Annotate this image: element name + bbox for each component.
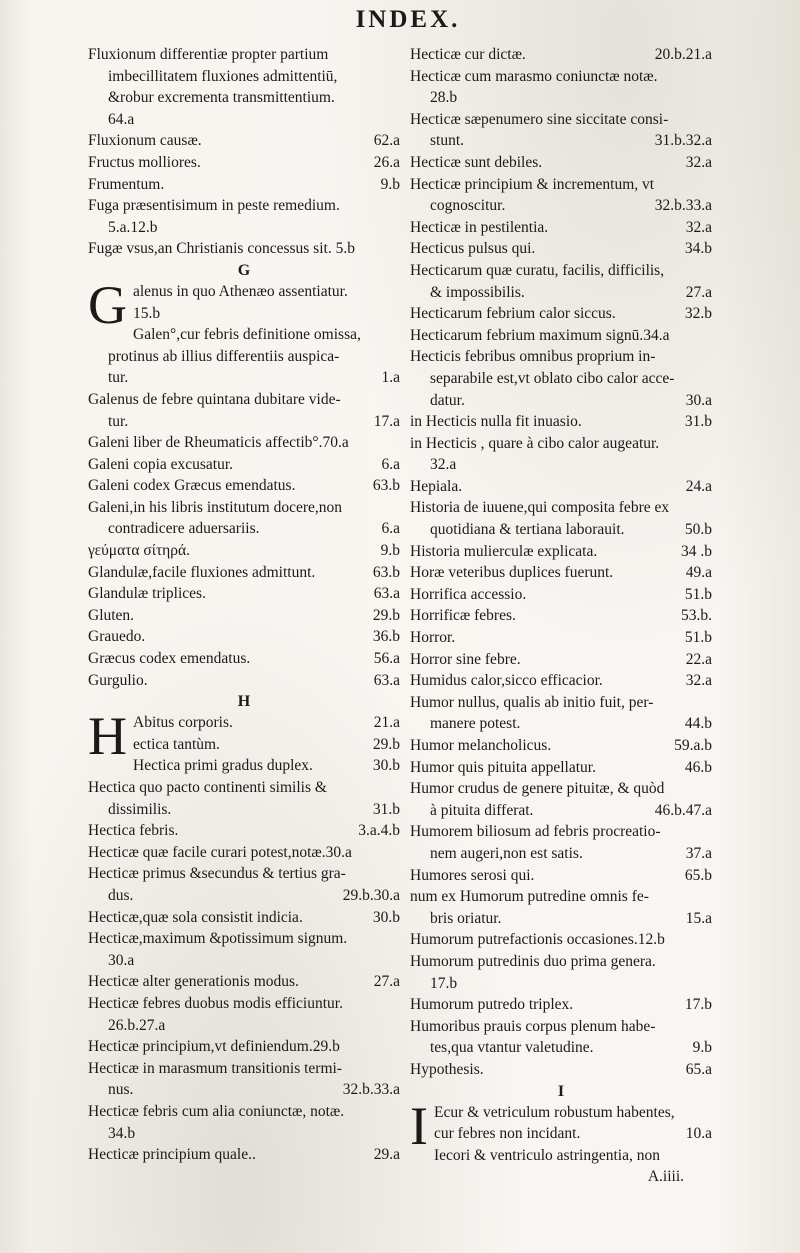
page-reference: 37.a xyxy=(685,844,712,862)
index-entry xyxy=(410,541,712,563)
entry-line: à pituita differat. xyxy=(430,801,534,819)
index-entry xyxy=(410,670,712,692)
entry-line: Hecticæ in pestilentia. xyxy=(410,218,549,236)
entry-line: Hectica primi gradus duplex. xyxy=(133,757,313,775)
index-entry xyxy=(88,130,400,152)
index-entry xyxy=(410,886,712,929)
entry-line: Fuga præsentisimum in peste remedium. xyxy=(88,197,340,215)
entry-line: Horrifica accessio. xyxy=(410,585,527,603)
entry-line: cognoscitur. xyxy=(430,197,506,215)
index-entry xyxy=(88,432,400,454)
index-entry xyxy=(410,562,712,584)
page-reference: 36.b xyxy=(372,628,400,646)
entry-line-row xyxy=(410,1123,712,1145)
index-entry xyxy=(410,497,712,540)
index-entry xyxy=(88,497,400,540)
index-entry xyxy=(88,174,400,196)
entry-line: imbecillitatem fluxiones admittentiū, xyxy=(108,67,338,85)
entry-line: Hepiala. xyxy=(410,477,463,495)
entry-line: & impossibilis. xyxy=(430,283,525,301)
index-entry xyxy=(88,540,400,562)
index-entry xyxy=(410,929,712,951)
page-reference: 21.a xyxy=(373,714,400,732)
index-entry xyxy=(410,692,712,735)
entry-line: separabile est,vt oblato cibo calor acce- xyxy=(430,369,675,387)
entry-line: Humor melancholicus. xyxy=(410,737,552,754)
index-entry xyxy=(88,820,400,842)
page-reference: 22.a xyxy=(685,650,712,668)
index-entry xyxy=(410,238,712,260)
entry-line: 15.b xyxy=(133,304,161,322)
page-reference: 9.b xyxy=(692,1039,712,1057)
index-entry xyxy=(410,476,712,498)
page-reference: 32.b.33.a xyxy=(342,1081,400,1099)
entry-line: Galenus de febre quintana dubitare vide- xyxy=(88,390,341,408)
entry-line: tes,qua vtantur valetudine. xyxy=(430,1039,594,1057)
page-reference: 32.b xyxy=(684,305,712,323)
entry-line: Hecticarum febrium calor siccus. xyxy=(410,305,616,323)
entry-line: 28.b xyxy=(430,89,458,107)
entry-line: 64.a xyxy=(108,110,135,128)
index-entry xyxy=(88,238,400,260)
entry-line: Frumentum. xyxy=(88,175,165,193)
entry-line: Ecur & vetriculum robustum habentes, xyxy=(433,1103,675,1121)
entry-line: Horæ veteribus duplices fuerunt. xyxy=(410,564,614,582)
entry-line: Humor nullus, qualis ab initio fuit, per- xyxy=(410,693,654,711)
page-reference: 15.a xyxy=(685,909,712,927)
entry-line: 34.b xyxy=(108,1124,136,1142)
index-entry xyxy=(88,993,400,1036)
index-entry xyxy=(88,1058,400,1101)
page-reference: 34.b xyxy=(684,240,712,258)
entry-line: 26.b.27.a xyxy=(108,1016,166,1034)
entry-line: dus. xyxy=(108,886,134,904)
index-entry xyxy=(88,389,400,432)
entry-line: contradicere aduersariis. xyxy=(108,520,260,538)
entry-line: γεύματα σίτηρά. xyxy=(88,542,191,560)
entry-line: tur. xyxy=(108,412,129,430)
entry-line: Fructus molliores. xyxy=(88,153,201,171)
entry-line: Humorum putredinis duo prima genera. xyxy=(410,952,656,970)
index-entry xyxy=(88,475,400,497)
entry-line: nus. xyxy=(108,1081,134,1099)
entry-line-row xyxy=(88,734,400,756)
entry-line: Humorum putredo triplex. xyxy=(410,996,574,1014)
index-entry xyxy=(88,706,400,777)
entry-line: Humorum putrefactionis occasiones.12.b xyxy=(410,931,665,949)
entry-line: Hecticæ quæ facile curari potest,notæ.30.a xyxy=(88,843,352,861)
entry-line: tur. xyxy=(108,369,129,387)
entry-line: Horrificæ febres. xyxy=(410,607,516,625)
page-header: INDEX. xyxy=(355,6,461,33)
drop-capital: I xyxy=(410,1095,428,1156)
index-entry xyxy=(88,626,400,648)
entry-line: Humidus calor,sicco efficacior. xyxy=(410,672,603,690)
index-entry xyxy=(410,994,712,1016)
page-reference: 31.b xyxy=(684,413,712,431)
page-reference: 63.b xyxy=(372,477,400,495)
index-entry xyxy=(410,433,712,476)
section-letter: H xyxy=(237,693,251,711)
entry-line: quotidiana & tertiana laborauit. xyxy=(430,521,625,539)
index-entry xyxy=(410,735,712,757)
index-entry xyxy=(410,411,712,433)
index-entry xyxy=(410,584,712,606)
entry-line: Glandulæ,facile fluxiones admittunt. xyxy=(88,563,316,581)
entry-line: 17.b xyxy=(430,974,458,992)
index-entry xyxy=(410,821,712,864)
entry-line: Fluxionum causæ. xyxy=(88,132,202,150)
entry-line: Gurgulio. xyxy=(88,671,148,689)
entry-line: Hypothesis. xyxy=(410,1060,484,1078)
entry-line-row xyxy=(88,755,400,777)
entry-line: Hecticæ cur dictæ. xyxy=(410,46,526,63)
index-entry xyxy=(88,1101,400,1144)
index-entry xyxy=(88,1144,400,1166)
page-reference: 65.b xyxy=(684,866,712,884)
drop-capital: H xyxy=(88,706,127,767)
index-entry xyxy=(88,907,400,929)
entry-line: 5.a.12.b xyxy=(108,218,158,236)
entry-line: datur. xyxy=(430,391,465,409)
index-entry xyxy=(88,152,400,174)
index-entry xyxy=(410,951,712,994)
entry-line: in Hecticis nulla fit inuasio. xyxy=(410,413,582,431)
index-entry xyxy=(88,842,400,864)
entry-line: Fluxionum differentiæ propter partium xyxy=(88,46,329,63)
section-letter: G xyxy=(237,261,251,279)
page-reference: 62.a xyxy=(373,132,400,150)
page-reference: 17.b xyxy=(684,996,712,1014)
entry-line: Galeni liber de Rheumaticis affectib°.70.a xyxy=(88,434,349,452)
index-entry xyxy=(88,777,400,820)
page-reference: 3.a.4.b xyxy=(358,822,400,840)
page-reference: 32.a xyxy=(685,218,712,236)
entry-line: alenus in quo Athenæo assentiatur. xyxy=(133,282,348,300)
page-reference: 51.b xyxy=(684,629,712,647)
entry-line: nem augeri,non est satis. xyxy=(430,844,583,862)
page-reference: 26.a xyxy=(373,153,400,171)
page-reference: 6.a xyxy=(381,520,400,538)
index-entry xyxy=(88,44,400,130)
entry-line: Hecticæ alter generationis modus. xyxy=(88,973,299,991)
index-entry xyxy=(410,865,712,887)
page-reference: 9.b xyxy=(380,175,400,193)
entry-line: Glandulæ triplices. xyxy=(88,585,206,603)
page-reference: 29.b xyxy=(372,606,400,624)
index-entry xyxy=(88,1036,400,1058)
index-entry xyxy=(410,217,712,239)
page-reference: 1.a xyxy=(381,369,400,387)
entry-line: in Hecticis , quare à cibo calor augeatur. xyxy=(410,434,660,452)
index-entry xyxy=(410,346,712,411)
index-entry xyxy=(88,928,400,971)
entry-line: Hecticæ,maximum &potissimum signum. xyxy=(88,930,348,948)
entry-line: 32.a xyxy=(430,456,457,474)
page-reference: 24.a xyxy=(685,477,712,495)
entry-line: Humorem biliosum ad febris procreatio- xyxy=(410,823,661,841)
entry-line: Historia de iuuene,qui composita febre ex xyxy=(410,499,670,517)
index-entry xyxy=(410,66,712,109)
entry-line: Hecticarum febrium maximum signū.34.a xyxy=(410,326,670,344)
page-reference: 49.a xyxy=(685,564,712,582)
entry-line: Gluten. xyxy=(88,606,135,624)
entry-line: manere potest. xyxy=(430,715,521,733)
index-column-right xyxy=(410,44,712,1188)
entry-line: Humoribus prauis corpus plenum habe- xyxy=(410,1017,656,1035)
index-entry xyxy=(88,605,400,627)
entry-line: Galeni copia excusatur. xyxy=(88,455,234,473)
page-reference: 29.b.30.a xyxy=(342,886,400,904)
index-entry xyxy=(410,627,712,649)
entry-line: 30.a xyxy=(108,951,135,969)
entry-line: Hecticæ primus &secundus & tertius gra- xyxy=(88,865,346,883)
page-reference: 63.a xyxy=(373,585,400,603)
entry-line: Historia mulierculæ explicata. xyxy=(410,542,598,560)
page-reference: 53.b. xyxy=(681,607,712,625)
entry-line: Galen°,cur febris definitione omissa, xyxy=(133,326,361,344)
page-reference: 59.a.b xyxy=(674,737,712,754)
page-reference: 27.a xyxy=(685,283,712,301)
entry-line: Hecticæ principium & incrementum, vt xyxy=(410,175,655,193)
entry-line: Humor quis pituita appellatur. xyxy=(410,758,596,776)
entry-line: Hectica febris. xyxy=(88,822,179,840)
index-entry xyxy=(410,109,712,152)
entry-line: bris oriatur. xyxy=(430,909,502,927)
entry-line: Hecticis febribus omnibus proprium in- xyxy=(410,348,656,366)
index-entry xyxy=(410,44,712,66)
entry-line: Hecticæ,quæ sola consistit indicia. xyxy=(88,908,303,926)
entry-line: Grauedo. xyxy=(88,628,146,646)
section-letter: I xyxy=(557,1082,565,1100)
entry-line: Horror. xyxy=(410,629,456,647)
index-entry xyxy=(88,863,400,906)
entry-line: Græcus codex emendatus. xyxy=(88,650,251,668)
index-entry xyxy=(410,649,712,671)
page-reference: 50.b xyxy=(684,521,712,539)
page-reference: 27.a xyxy=(373,973,400,991)
entry-line: Horror sine febre. xyxy=(410,650,521,668)
page-reference: 34 .b xyxy=(681,542,712,560)
page-reference: 20.b.21.a xyxy=(654,46,712,63)
entry-line: stunt. xyxy=(430,132,465,150)
page-reference: 30.a xyxy=(685,391,712,409)
page-reference: 6.a xyxy=(381,455,400,473)
page-reference: 9.b xyxy=(380,542,400,560)
entry-line: Hecticarum quæ curatu, facilis, difficilis, xyxy=(410,261,665,279)
entry-line: Hecticæ principium quale.. xyxy=(88,1146,256,1164)
entry-line: Humor crudus de genere pituitæ, & quòd xyxy=(410,780,665,798)
page-reference: 30.b xyxy=(372,757,400,775)
index-entry xyxy=(410,1059,712,1081)
index-entry xyxy=(88,195,400,238)
page-reference: 65.a xyxy=(685,1060,712,1078)
page-reference: 29.b xyxy=(372,735,400,753)
entry-line: Hecticæ cum marasmo coniunctæ notæ. xyxy=(410,67,658,85)
entry-line: Galeni,in his libris institutum docere,non xyxy=(88,498,342,516)
page-reference: 63.a xyxy=(373,671,400,689)
page-reference: 29.a xyxy=(373,1146,400,1164)
entry-line: Iecori & ventriculo astringentia, non xyxy=(433,1146,660,1164)
index-entry xyxy=(410,757,712,779)
entry-line-row xyxy=(88,712,400,734)
index-entry xyxy=(410,174,712,217)
index-entry xyxy=(88,971,400,993)
entry-line: Fugæ vsus,an Christianis concessus sit. 5.b xyxy=(88,240,355,258)
index-entry xyxy=(410,1095,712,1167)
index-entry xyxy=(88,583,400,605)
entry-line: Galeni codex Græcus emendatus. xyxy=(88,477,296,495)
page-reference: 46.b xyxy=(684,758,712,776)
entry-line: dissimilis. xyxy=(108,800,172,818)
index-entry xyxy=(88,562,400,584)
page-reference: 30.b xyxy=(372,908,400,926)
page-reference: 32.b.33.a xyxy=(654,197,712,215)
index-entry xyxy=(410,778,712,821)
index-entry xyxy=(410,605,712,627)
entry-line: Hecticæ in marasmum transitionis termi- xyxy=(88,1059,342,1077)
entry-line: &robur excrementa transmittentium. xyxy=(108,89,335,107)
entry-line: Hecticæ febres duobus modis efficiuntur. xyxy=(88,994,343,1012)
signature-mark: A.iiii. xyxy=(647,1168,684,1186)
entry-line: Abitus corporis. xyxy=(133,714,233,732)
entry-line: protinus ab illius differentiis auspica- xyxy=(108,347,340,365)
page-reference: 63.b xyxy=(372,563,400,581)
index-entry xyxy=(410,303,712,325)
entry-line: Hecticus pulsus qui. xyxy=(410,240,536,258)
entry-line: Hecticæ sæpenumero sine siccitate consi- xyxy=(410,110,669,128)
index-entry xyxy=(410,152,712,174)
page-reference: 31.b.32.a xyxy=(654,132,712,150)
entry-line: Hecticæ principium,vt definiendum.29.b xyxy=(88,1038,340,1056)
entry-line: num ex Humorum putredine omnis fe- xyxy=(410,888,649,906)
page-reference: 56.a xyxy=(373,650,400,668)
index-entry xyxy=(410,260,712,303)
page-reference: 17.a xyxy=(373,412,400,430)
index-entry xyxy=(88,324,400,389)
index-entry xyxy=(410,325,712,347)
entry-line: Hecticæ febris cum alia coniunctæ, notæ. xyxy=(88,1102,345,1120)
index-column-left xyxy=(88,44,400,1166)
page-reference: 46.b.47.a xyxy=(654,801,712,819)
entry-line: Hecticæ sunt debiles. xyxy=(410,153,543,171)
index-entry xyxy=(88,454,400,476)
entry-line: ectica tantùm. xyxy=(133,735,220,753)
page-reference: 10.a xyxy=(685,1125,712,1143)
page-reference: 44.b xyxy=(684,715,712,733)
entry-line: Hectica quo pacto continenti similis & xyxy=(88,779,327,796)
page-reference: 32.a xyxy=(685,672,712,690)
page-reference: 51.b xyxy=(684,585,712,603)
page-reference: 31.b xyxy=(372,800,400,818)
index-entry xyxy=(88,648,400,670)
drop-capital: G xyxy=(88,274,127,335)
entry-line: Humores serosi qui. xyxy=(410,866,535,884)
index-entry xyxy=(88,670,400,692)
index-entry xyxy=(410,1016,712,1059)
entry-line: cur febres non incidant. xyxy=(433,1125,581,1143)
page-reference: 32.a xyxy=(685,153,712,171)
